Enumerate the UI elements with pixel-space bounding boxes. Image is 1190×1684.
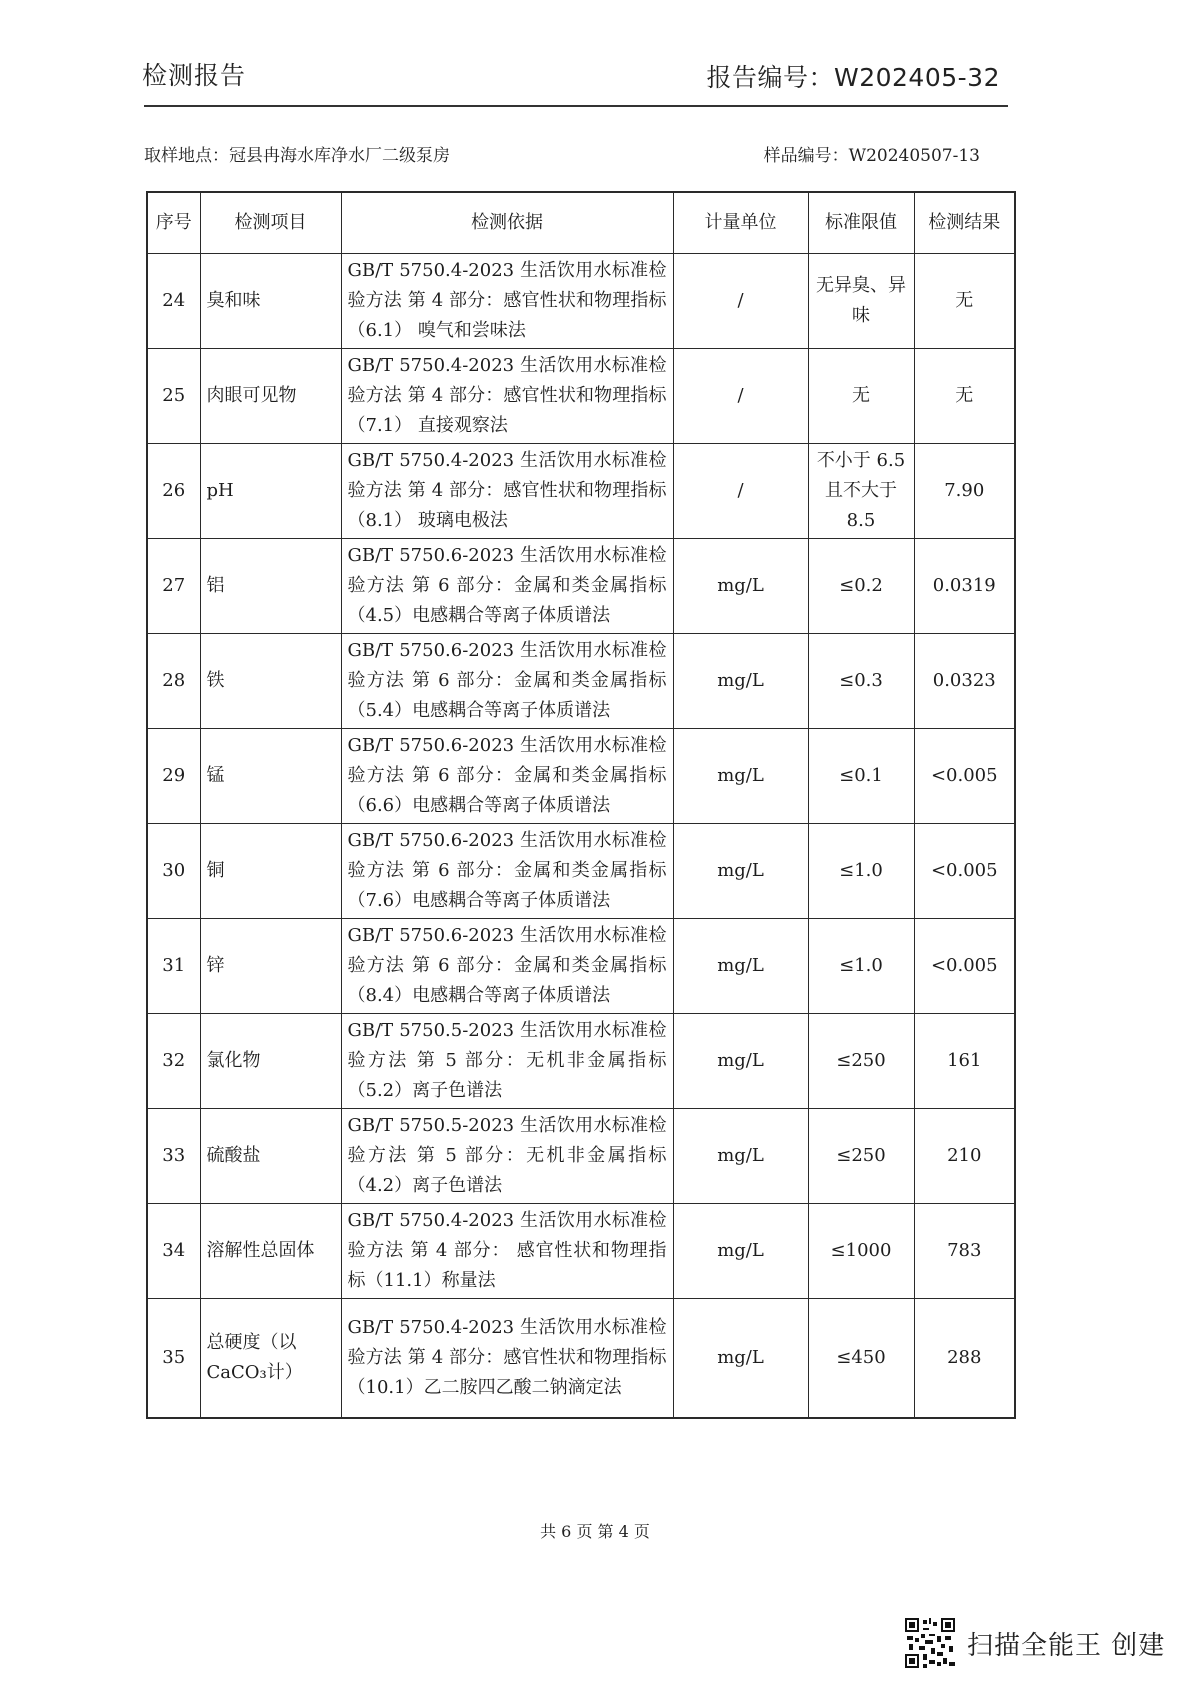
table-row — [147, 634, 1015, 729]
test-results-table — [146, 191, 1016, 1419]
test-item: 锌 — [200, 919, 341, 1014]
unit: mg/L — [673, 1204, 808, 1299]
table-row — [147, 919, 1015, 1014]
unit: mg/L — [673, 1299, 808, 1418]
unit: mg/L — [673, 824, 808, 919]
test-item: 锰 — [200, 729, 341, 824]
standard-limit: ≤0.3 — [808, 634, 914, 729]
unit: / — [673, 444, 808, 539]
table-row — [147, 824, 1015, 919]
page-number: 共 6 页 第 4 页 — [540, 1522, 650, 1541]
unit: / — [673, 254, 808, 349]
test-item: 铜 — [200, 824, 341, 919]
row-number: 26 — [147, 444, 200, 539]
column-header-unit: 计量单位 — [673, 192, 808, 254]
test-result: 7.90 — [914, 444, 1015, 539]
test-item: pH — [200, 444, 341, 539]
standard-limit: ≤1000 — [808, 1204, 914, 1299]
test-basis: GB/T 5750.6-2023 生活饮用水标准检验方法 第 6 部分：金属和类金属指标（4.5）电感耦合等离子体质谱法 — [341, 539, 673, 634]
standard-limit: ≤0.2 — [808, 539, 914, 634]
sampling-location: 取样地点：冠县冉海水库净水厂二级泵房 — [144, 146, 450, 166]
test-item: 硫酸盐 — [200, 1109, 341, 1204]
test-result: 288 — [914, 1299, 1015, 1418]
test-result: 0.0319 — [914, 539, 1015, 634]
test-basis: GB/T 5750.6-2023 生活饮用水标准检验方法 第 6 部分：金属和类金属指标（8.4）电感耦合等离子体质谱法 — [341, 919, 673, 1014]
test-result: 0.0323 — [914, 634, 1015, 729]
row-number: 32 — [147, 1014, 200, 1109]
standard-limit: ≤1.0 — [808, 919, 914, 1014]
test-result: 210 — [914, 1109, 1015, 1204]
test-item: 总硬度（以 CaCO₃计） — [200, 1299, 341, 1418]
table-header-row — [147, 192, 1015, 254]
table-row — [147, 1204, 1015, 1299]
row-number: 28 — [147, 634, 200, 729]
test-result: <0.005 — [914, 729, 1015, 824]
row-number: 31 — [147, 919, 200, 1014]
standard-limit: 无异臭、异味 — [808, 254, 914, 349]
column-header-limit: 标准限值 — [808, 192, 914, 254]
test-basis: GB/T 5750.4-2023 生活饮用水标准检验方法 第 4 部分：感官性状和物理指标 （10.1）乙二胺四乙酸二钠滴定法 — [341, 1299, 673, 1418]
test-result: 783 — [914, 1204, 1015, 1299]
standard-limit: ≤0.1 — [808, 729, 914, 824]
row-number: 30 — [147, 824, 200, 919]
test-item: 溶解性总固体 — [200, 1204, 341, 1299]
unit: / — [673, 349, 808, 444]
test-basis: GB/T 5750.5-2023 生活饮用水标准检验方法 第 5 部分：无机非金属指标（4.2）离子色谱法 — [341, 1109, 673, 1204]
standard-limit: ≤250 — [808, 1014, 914, 1109]
test-item: 氯化物 — [200, 1014, 341, 1109]
test-item: 臭和味 — [200, 254, 341, 349]
unit: mg/L — [673, 1109, 808, 1204]
qr-code-icon — [905, 1618, 955, 1668]
column-header-basis: 检测依据 — [341, 192, 673, 254]
test-basis: GB/T 5750.4-2023 生活饮用水标准检验方法 第 4 部分： 感官性状和物理指标（11.1）称量法 — [341, 1204, 673, 1299]
table-row — [147, 1014, 1015, 1109]
table-row — [147, 1299, 1015, 1418]
table-row — [147, 349, 1015, 444]
row-number: 25 — [147, 349, 200, 444]
report-title: 检测报告 — [142, 61, 247, 90]
row-number: 34 — [147, 1204, 200, 1299]
table-row — [147, 254, 1015, 349]
test-basis: GB/T 5750.6-2023 生活饮用水标准检验方法 第 6 部分：金属和类金属指标（6.6）电感耦合等离子体质谱法 — [341, 729, 673, 824]
report-number: 报告编号：W202405-32 — [706, 63, 1000, 92]
test-basis: GB/T 5750.4-2023 生活饮用水标准检验方法 第 4 部分：感官性状和物理指标（7.1） 直接观察法 — [341, 349, 673, 444]
column-header-result: 检测结果 — [914, 192, 1015, 254]
column-header-no: 序号 — [147, 192, 200, 254]
unit: mg/L — [673, 729, 808, 824]
test-basis: GB/T 5750.6-2023 生活饮用水标准检验方法 第 6 部分：金属和类金属指标（5.4）电感耦合等离子体质谱法 — [341, 634, 673, 729]
standard-limit: ≤450 — [808, 1299, 914, 1418]
test-basis: GB/T 5750.5-2023 生活饮用水标准检验方法 第 5 部分：无机非金属指标（5.2）离子色谱法 — [341, 1014, 673, 1109]
test-item: 铁 — [200, 634, 341, 729]
row-number: 29 — [147, 729, 200, 824]
row-number: 27 — [147, 539, 200, 634]
test-result: 无 — [914, 349, 1015, 444]
header-divider — [144, 105, 1008, 107]
row-number: 24 — [147, 254, 200, 349]
test-result: <0.005 — [914, 919, 1015, 1014]
sample-number: 样品编号：W20240507-13 — [763, 146, 980, 166]
unit: mg/L — [673, 539, 808, 634]
table-row — [147, 729, 1015, 824]
test-item: 铝 — [200, 539, 341, 634]
watermark-text: 扫描全能王 创建 — [967, 1630, 1166, 1661]
test-item: 肉眼可见物 — [200, 349, 341, 444]
test-basis: GB/T 5750.6-2023 生活饮用水标准检验方法 第 6 部分：金属和类金属指标（7.6）电感耦合等离子体质谱法 — [341, 824, 673, 919]
standard-limit: 不小于 6.5 且不大于 8.5 — [808, 444, 914, 539]
standard-limit: ≤1.0 — [808, 824, 914, 919]
row-number: 35 — [147, 1299, 200, 1418]
standard-limit: 无 — [808, 349, 914, 444]
test-result: 无 — [914, 254, 1015, 349]
unit: mg/L — [673, 634, 808, 729]
table-row — [147, 444, 1015, 539]
test-result: 161 — [914, 1014, 1015, 1109]
test-basis: GB/T 5750.4-2023 生活饮用水标准检验方法 第 4 部分：感官性状和物理指标（8.1） 玻璃电极法 — [341, 444, 673, 539]
standard-limit: ≤250 — [808, 1109, 914, 1204]
table-row — [147, 539, 1015, 634]
table-row — [147, 1109, 1015, 1204]
unit: mg/L — [673, 919, 808, 1014]
test-result: <0.005 — [914, 824, 1015, 919]
test-basis: GB/T 5750.4-2023 生活饮用水标准检验方法 第 4 部分：感官性状和物理指标（6.1） 嗅气和尝味法 — [341, 254, 673, 349]
unit: mg/L — [673, 1014, 808, 1109]
scanner-watermark — [905, 1618, 1165, 1668]
column-header-item: 检测项目 — [200, 192, 341, 254]
row-number: 33 — [147, 1109, 200, 1204]
